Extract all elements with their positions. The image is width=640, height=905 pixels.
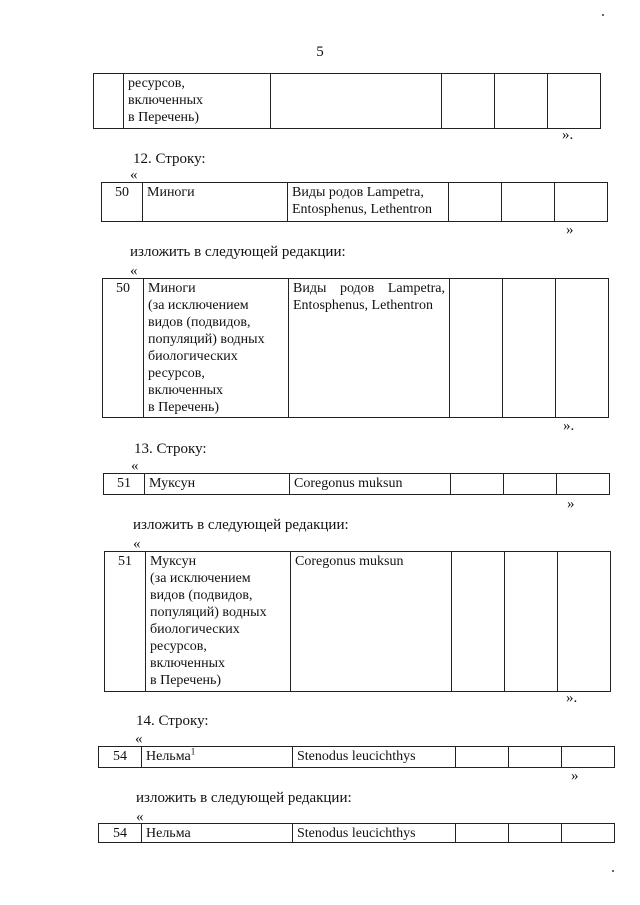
num-cell bbox=[94, 74, 124, 129]
item-14-heading: 14. Строку: bbox=[136, 713, 209, 729]
table-row-old-51 bbox=[103, 473, 610, 495]
species-cell: Stenodus leucichthys bbox=[293, 824, 456, 843]
closing-quote: ». bbox=[562, 127, 574, 143]
num-cell: 50 bbox=[102, 183, 143, 222]
closing-quote: » bbox=[567, 496, 575, 512]
instruction-text: изложить в следующей редакции: bbox=[133, 517, 349, 533]
table-row-old-50 bbox=[101, 182, 608, 222]
name-cell: Миноги bbox=[143, 183, 288, 222]
empty-cell bbox=[504, 474, 557, 495]
closing-quote: » bbox=[566, 222, 574, 238]
table-row-old-54 bbox=[98, 746, 615, 768]
empty-cell bbox=[557, 474, 610, 495]
table-row-new-54 bbox=[98, 823, 615, 843]
empty-cell bbox=[562, 824, 615, 843]
empty-cell bbox=[509, 824, 562, 843]
opening-quote: « bbox=[131, 458, 139, 474]
num-cell: 50 bbox=[103, 279, 144, 418]
species-cell: Виды родов Lampetra, Entosphenus, Lethentron bbox=[288, 183, 449, 222]
empty-cell bbox=[451, 474, 504, 495]
num-cell: 51 bbox=[105, 552, 146, 692]
name-cell: Муксун (за исключением видов (подвидов, популяций) водных биологических ресурсов, включенных в Перечень) bbox=[146, 552, 291, 692]
item-12-heading: 12. Строку: bbox=[133, 151, 206, 167]
opening-quote: « bbox=[136, 809, 144, 825]
instruction-text: изложить в следующей редакции: bbox=[130, 244, 346, 260]
num-cell: 51 bbox=[104, 474, 145, 495]
scan-speck bbox=[602, 14, 604, 16]
empty-cell bbox=[442, 74, 495, 129]
table-row-new-51 bbox=[104, 551, 611, 692]
item-13-heading: 13. Строку: bbox=[134, 441, 207, 457]
empty-cell bbox=[509, 747, 562, 768]
closing-quote: » bbox=[571, 768, 579, 784]
name-cell: Миноги (за исключением видов (подвидов, популяций) водных биологических ресурсов, включенных в Перечень) bbox=[144, 279, 289, 418]
name-cell: Нельма bbox=[142, 824, 293, 843]
empty-cell bbox=[555, 183, 608, 222]
table-row-new-50 bbox=[102, 278, 609, 418]
instruction-text: изложить в следующей редакции: bbox=[136, 790, 352, 806]
num-cell: 54 bbox=[99, 824, 142, 843]
species-cell bbox=[271, 74, 442, 129]
empty-cell bbox=[452, 552, 505, 692]
species-cell: Coregonus muksun bbox=[291, 552, 452, 692]
closing-quote: ». bbox=[566, 690, 578, 706]
opening-quote: « bbox=[135, 731, 143, 747]
name-text: Нельма bbox=[146, 749, 191, 764]
empty-cell bbox=[505, 552, 558, 692]
empty-cell bbox=[548, 74, 601, 129]
closing-quote: ». bbox=[563, 418, 575, 434]
empty-cell bbox=[450, 279, 503, 418]
empty-cell bbox=[456, 824, 509, 843]
page-number: 5 bbox=[316, 44, 324, 60]
opening-quote: « bbox=[130, 263, 138, 279]
opening-quote: « bbox=[133, 536, 141, 552]
species-cell: Виды родов Lampetra, Entosphenus, Lethentron bbox=[289, 279, 450, 418]
scan-speck bbox=[612, 870, 614, 872]
empty-cell bbox=[495, 74, 548, 129]
table-row-fragment bbox=[93, 73, 601, 129]
empty-cell bbox=[558, 552, 611, 692]
empty-cell bbox=[456, 747, 509, 768]
species-cell: Stenodus leucichthys bbox=[293, 747, 456, 768]
name-cell: Муксун bbox=[145, 474, 290, 495]
empty-cell bbox=[556, 279, 609, 418]
empty-cell bbox=[502, 183, 555, 222]
name-cell bbox=[142, 747, 293, 768]
footnote-mark: 1 bbox=[190, 746, 196, 757]
empty-cell bbox=[562, 747, 615, 768]
opening-quote: « bbox=[130, 167, 138, 183]
empty-cell bbox=[503, 279, 556, 418]
name-cell: ресурсов, включенных в Перечень) bbox=[124, 74, 271, 129]
species-cell: Coregonus muksun bbox=[290, 474, 451, 495]
num-cell: 54 bbox=[99, 747, 142, 768]
empty-cell bbox=[449, 183, 502, 222]
